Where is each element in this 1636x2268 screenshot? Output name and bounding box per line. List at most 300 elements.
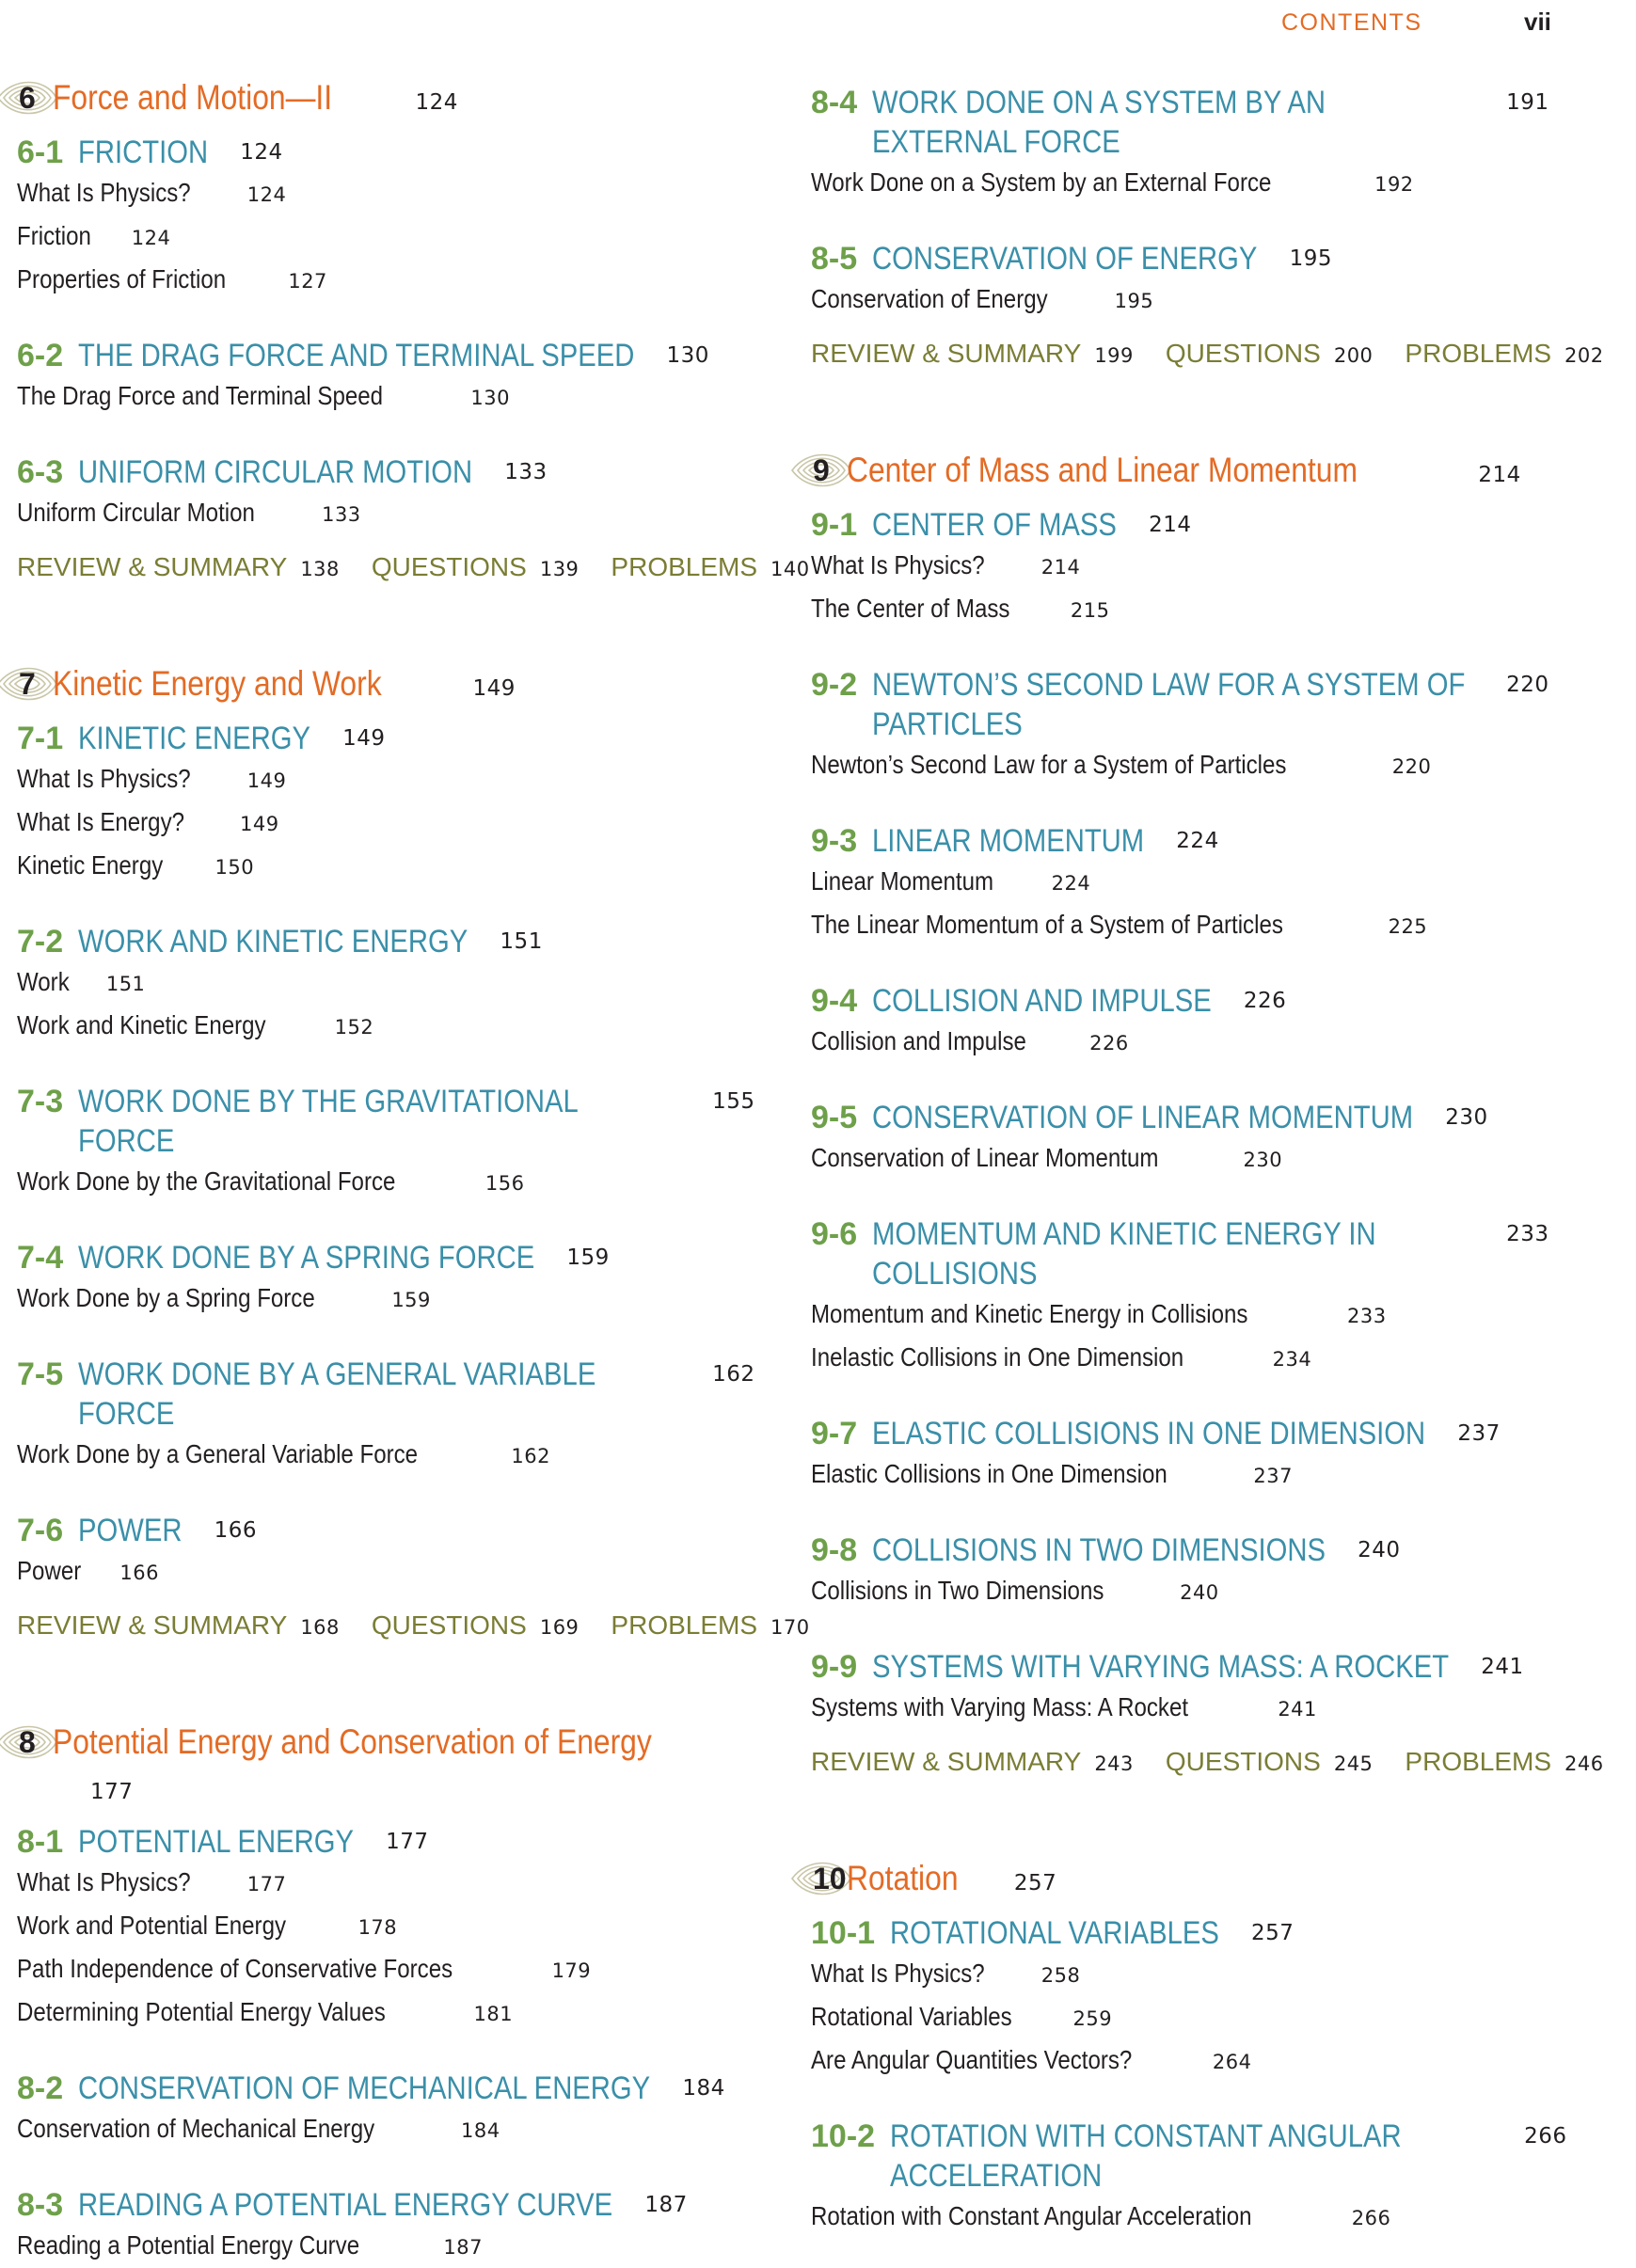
module-title-wrap <box>78 336 634 375</box>
module-number: 8-5 <box>811 241 858 277</box>
module-number: 9-5 <box>811 1100 858 1135</box>
review-item[interactable] <box>811 339 1134 368</box>
module-block <box>811 239 1564 322</box>
module-block <box>811 1531 1564 1613</box>
topic-page: 237 <box>1253 1465 1293 1487</box>
review-page: 200 <box>1333 344 1374 367</box>
topic-page: 149 <box>239 813 279 835</box>
module-number: 7-6 <box>17 1513 64 1548</box>
module-title-wrap <box>890 1913 1219 1953</box>
module-title[interactable] <box>811 2117 1567 2196</box>
topic-page: 220 <box>1391 755 1432 778</box>
module-page: 184 <box>682 2076 725 2101</box>
module-title[interactable] <box>17 1238 770 1277</box>
module-title-wrap <box>872 1414 1425 1453</box>
chapter-block <box>17 1720 770 2268</box>
topic-entry[interactable] <box>17 1005 770 1048</box>
module-page: 133 <box>504 460 548 484</box>
review-item[interactable] <box>17 552 340 581</box>
topic-title: What Is Physics? <box>17 764 191 793</box>
module-block <box>17 1355 770 1477</box>
module-title[interactable] <box>811 1913 1564 1953</box>
module-number: 9-8 <box>811 1532 858 1568</box>
module-page: 230 <box>1445 1105 1488 1130</box>
topic-page: 149 <box>246 769 287 792</box>
topic-page: 152 <box>334 1016 374 1039</box>
module-title-text: NEWTON’S SECOND LAW FOR A SYSTEM OF PARTICLES <box>872 667 1466 742</box>
topic-entry[interactable] <box>811 2039 1564 2083</box>
chapter-block <box>811 448 1604 1783</box>
topic-entry[interactable] <box>17 1434 770 1477</box>
module-title-text: WORK DONE BY A SPRING FORCE <box>78 1240 535 1276</box>
module-page: 155 <box>712 1089 755 1114</box>
module-block <box>811 1098 1564 1181</box>
review-item[interactable] <box>1166 339 1374 368</box>
topic-title: Determining Potential Energy Values <box>17 1997 386 2026</box>
module-block <box>811 83 1564 205</box>
module-title-wrap <box>78 452 472 492</box>
topic-page: 234 <box>1272 1348 1312 1371</box>
topic-entry[interactable] <box>811 545 1564 588</box>
topic-page: 214 <box>1040 556 1081 579</box>
module-page: 224 <box>1176 829 1219 853</box>
topic-entry[interactable] <box>17 845 770 888</box>
topic-page: 127 <box>288 270 327 293</box>
topic-page: 156 <box>484 1172 525 1195</box>
module-page: 266 <box>1524 2124 1567 2149</box>
topic-title: Power <box>17 1556 82 1585</box>
module-page: 233 <box>1506 1222 1549 1246</box>
module-page: 159 <box>566 1245 610 1270</box>
topic-entry[interactable] <box>811 1570 1564 1613</box>
module-block <box>17 452 770 535</box>
chapter-block <box>17 661 810 1646</box>
page-number: vii <box>1524 8 1551 36</box>
module-title[interactable] <box>811 1414 1564 1453</box>
chapter-page: 177 <box>90 1780 134 1804</box>
review-page: 138 <box>300 558 340 580</box>
module-page: 149 <box>342 726 386 751</box>
review-page: 199 <box>1094 344 1134 367</box>
module-title-wrap <box>890 2117 1492 2196</box>
topic-title: What Is Physics? <box>811 1959 985 1988</box>
module-title[interactable] <box>17 452 770 492</box>
module-title-wrap <box>872 239 1257 278</box>
module-page: 237 <box>1457 1421 1501 1446</box>
module-number: 8-4 <box>811 85 858 120</box>
module-title-wrap <box>78 133 208 172</box>
review-label: PROBLEMS <box>611 552 758 581</box>
module-title-text: ROTATIONAL VARIABLES <box>890 1915 1219 1951</box>
review-item[interactable] <box>1405 339 1603 368</box>
module-title-wrap <box>872 1098 1413 1137</box>
topic-entry[interactable] <box>811 1453 1564 1497</box>
module-number: 9-9 <box>811 1649 858 1685</box>
topic-entry[interactable] <box>811 1337 1564 1380</box>
topic-entry[interactable] <box>17 215 770 259</box>
module-title[interactable] <box>811 239 1564 278</box>
topic-title: Work <box>17 967 70 996</box>
module-page: 130 <box>666 343 709 368</box>
module-title-text: POTENTIAL ENERGY <box>78 1824 355 1860</box>
chapter-block <box>811 83 1604 374</box>
module-page: 124 <box>240 140 283 165</box>
topic-entry[interactable] <box>811 744 1564 787</box>
module-title[interactable] <box>17 2069 770 2108</box>
review-line <box>17 548 810 588</box>
module-title[interactable] <box>811 505 1564 545</box>
topic-title: Systems with Varying Mass: A Rocket <box>811 1692 1189 1721</box>
chapter-title[interactable] <box>811 448 1564 498</box>
module-number: 9-6 <box>811 1216 858 1252</box>
review-item[interactable] <box>1166 1747 1374 1776</box>
review-label: REVIEW & SUMMARY <box>811 1747 1082 1776</box>
topic-page: 259 <box>1072 2007 1113 2030</box>
module-page: 187 <box>644 2193 688 2217</box>
review-page: 170 <box>770 1616 810 1639</box>
topic-title: Conservation of Mechanical Energy <box>17 2114 375 2143</box>
topic-entry[interactable] <box>17 375 770 419</box>
topic-page: 241 <box>1278 1698 1317 1721</box>
topic-title: Conservation of Linear Momentum <box>811 1143 1159 1172</box>
module-block <box>811 1414 1564 1497</box>
module-title[interactable] <box>17 1082 770 1161</box>
module-title[interactable] <box>17 719 770 758</box>
module-page: 162 <box>712 1362 755 1387</box>
topic-entry[interactable] <box>811 1021 1564 1064</box>
module-number: 7-5 <box>17 1356 64 1392</box>
topic-page: 192 <box>1374 173 1414 196</box>
topic-page: 225 <box>1388 915 1428 938</box>
module-block <box>17 133 770 302</box>
topic-title: Momentum and Kinetic Energy in Collisions <box>811 1299 1248 1328</box>
topic-title: Linear Momentum <box>811 866 994 896</box>
review-label: REVIEW & SUMMARY <box>811 339 1082 368</box>
module-number: 10-2 <box>811 2118 876 2154</box>
chapter-page: 149 <box>472 676 516 701</box>
topic-entry[interactable] <box>17 1905 770 1948</box>
module-title[interactable] <box>17 1822 770 1862</box>
topic-page: 195 <box>1114 290 1154 312</box>
module-title-text: CONSERVATION OF ENERGY <box>872 241 1258 277</box>
module-block <box>17 1238 770 1321</box>
module-title[interactable] <box>811 981 1564 1021</box>
topic-title: Collisions in Two Dimensions <box>811 1576 1104 1605</box>
module-block <box>17 2069 770 2151</box>
module-title-wrap <box>78 2069 650 2108</box>
topic-title: Rotational Variables <box>811 2002 1012 2031</box>
module-title-wrap <box>872 821 1144 861</box>
module-title-text: CONSERVATION OF LINEAR MOMENTUM <box>872 1100 1414 1135</box>
topic-page: 224 <box>1051 872 1091 895</box>
module-block <box>17 2185 770 2268</box>
review-line <box>811 1743 1604 1783</box>
topic-entry[interactable] <box>17 1277 770 1321</box>
module-number: 7-4 <box>17 1240 64 1276</box>
topic-title: Newton’s Second Law for a System of Particles <box>811 750 1287 779</box>
topic-title: Work Done on a System by an External Force <box>811 167 1272 197</box>
review-page: 246 <box>1565 1753 1604 1775</box>
topic-page: 181 <box>473 2003 514 2025</box>
review-label: PROBLEMS <box>611 1610 758 1640</box>
module-block <box>811 981 1564 1064</box>
module-block <box>17 1822 770 2035</box>
chapter-page: 214 <box>1478 463 1521 487</box>
review-line <box>811 335 1604 374</box>
topic-page: 151 <box>105 973 146 995</box>
topic-entry[interactable] <box>811 904 1564 947</box>
module-title-text: WORK DONE BY THE GRAVITATIONAL FORCE <box>78 1084 578 1159</box>
topic-entry[interactable] <box>17 259 770 302</box>
topic-page: 240 <box>1180 1581 1219 1604</box>
module-title-wrap <box>872 1214 1474 1293</box>
topic-page: 162 <box>511 1445 551 1467</box>
module-title[interactable] <box>811 83 1564 162</box>
chapter-number: 9 <box>813 453 830 487</box>
review-label: REVIEW & SUMMARY <box>17 552 288 581</box>
review-page: 168 <box>300 1616 340 1639</box>
topic-page: 184 <box>461 2119 500 2142</box>
module-title[interactable] <box>811 1531 1564 1570</box>
topic-entry[interactable] <box>811 1996 1564 2039</box>
topic-entry[interactable] <box>17 1161 770 1204</box>
module-title-text: LINEAR MOMENTUM <box>872 823 1145 859</box>
module-number: 9-7 <box>811 1416 858 1451</box>
review-label: QUESTIONS <box>371 552 527 581</box>
topic-page: 179 <box>551 1959 592 1982</box>
chapter-number: 8 <box>19 1725 36 1759</box>
chapter-title[interactable] <box>17 661 770 711</box>
chapter-title[interactable] <box>811 1856 1564 1906</box>
review-item[interactable] <box>1405 1747 1603 1776</box>
module-block <box>811 1214 1564 1380</box>
module-title-wrap <box>78 922 468 961</box>
topic-page: 159 <box>391 1289 431 1311</box>
module-title-wrap <box>872 665 1474 744</box>
module-number: 9-4 <box>811 983 858 1019</box>
module-block <box>811 2117 1567 2239</box>
module-title-wrap <box>872 981 1212 1021</box>
review-item[interactable] <box>611 1610 809 1640</box>
topic-entry[interactable] <box>17 1862 770 1905</box>
chapter-title-text: Force and Motion—II <box>53 78 333 117</box>
module-title-text: ROTATION WITH CONSTANT ANGULAR ACCELERATION <box>890 2118 1402 2194</box>
module-title-text: WORK AND KINETIC ENERGY <box>78 924 469 960</box>
topic-entry[interactable] <box>17 1948 770 1991</box>
chapter-block <box>811 1856 1567 2239</box>
module-title-text: COLLISION AND IMPULSE <box>872 983 1212 1019</box>
module-title-wrap <box>872 1531 1326 1570</box>
module-number: 6-1 <box>17 135 64 170</box>
module-title[interactable] <box>17 922 770 961</box>
topic-page: 178 <box>357 1916 398 1939</box>
topic-page: 124 <box>246 183 287 206</box>
chapter-title-text: Rotation <box>847 1859 959 1897</box>
review-page: 169 <box>539 1616 580 1639</box>
module-title-wrap <box>78 2185 612 2225</box>
review-item[interactable] <box>611 552 809 581</box>
chapter-title[interactable] <box>17 75 770 125</box>
topic-entry[interactable] <box>811 1137 1564 1181</box>
module-title[interactable] <box>17 2185 770 2225</box>
module-number: 8-2 <box>17 2070 64 2106</box>
module-block <box>17 336 770 419</box>
topic-entry[interactable] <box>811 2196 1564 2239</box>
review-item[interactable] <box>372 552 580 581</box>
module-title-text: WORK DONE ON A SYSTEM BY AN EXTERNAL FORCE <box>872 85 1326 160</box>
module-title[interactable] <box>17 1355 770 1434</box>
topic-title: What Is Physics? <box>17 1867 191 1896</box>
review-page: 243 <box>1094 1753 1134 1775</box>
chapter-number: 6 <box>19 81 36 115</box>
chapter-title-text: Kinetic Energy and Work <box>53 664 382 703</box>
topic-entry[interactable] <box>811 278 1564 322</box>
module-title-wrap <box>872 505 1117 545</box>
module-page: 151 <box>500 929 543 954</box>
topic-title: Work Done by the Gravitational Force <box>17 1166 396 1196</box>
topic-page: 124 <box>131 227 171 249</box>
module-page: 191 <box>1506 90 1549 115</box>
topic-title: Work Done by a General Variable Force <box>17 1439 419 1468</box>
module-title-wrap <box>78 1822 354 1862</box>
topic-entry[interactable] <box>17 2108 770 2151</box>
topic-title: Kinetic Energy <box>17 850 164 880</box>
module-block <box>17 719 770 888</box>
review-page: 245 <box>1333 1753 1374 1775</box>
module-block <box>811 1913 1564 2083</box>
review-line <box>17 1607 810 1646</box>
review-label: QUESTIONS <box>1165 339 1321 368</box>
module-title[interactable] <box>17 133 770 172</box>
review-label: PROBLEMS <box>1405 1747 1552 1776</box>
module-title-wrap <box>78 1511 182 1550</box>
review-item[interactable] <box>811 1747 1134 1776</box>
topic-page: 215 <box>1070 599 1110 622</box>
module-block <box>811 665 1564 787</box>
chapter-number: 10 <box>813 1862 847 1895</box>
module-page: 226 <box>1243 989 1287 1013</box>
module-title[interactable] <box>811 821 1564 861</box>
module-title-wrap <box>78 1082 680 1161</box>
topic-title: Work Done by a Spring Force <box>17 1283 315 1312</box>
module-title[interactable] <box>811 665 1564 744</box>
module-title[interactable] <box>17 336 770 375</box>
topic-title: Path Independence of Conservative Forces <box>17 1954 453 1983</box>
module-block <box>811 1647 1564 1730</box>
module-title-text: ELASTIC COLLISIONS IN ONE DIMENSION <box>872 1416 1426 1451</box>
module-number: 8-1 <box>17 1824 64 1860</box>
topic-page: 130 <box>470 387 510 409</box>
topic-page: 226 <box>1089 1032 1129 1055</box>
chapter-page: 257 <box>1013 1871 1057 1895</box>
topic-entry[interactable] <box>17 801 770 845</box>
module-title[interactable] <box>811 1214 1564 1293</box>
module-title[interactable] <box>811 1098 1564 1137</box>
topic-entry[interactable] <box>17 1991 770 2035</box>
module-title-text: KINETIC ENERGY <box>78 721 311 756</box>
module-block <box>811 505 1564 631</box>
topic-title: Uniform Circular Motion <box>17 498 255 527</box>
topic-title: What Is Physics? <box>811 550 985 579</box>
module-number: 6-3 <box>17 454 64 490</box>
module-title-text: WORK DONE BY A GENERAL VARIABLE FORCE <box>78 1356 596 1432</box>
module-title[interactable] <box>811 1647 1564 1687</box>
topic-page: 233 <box>1347 1305 1387 1327</box>
module-number: 8-3 <box>17 2187 64 2223</box>
module-title-text: COLLISIONS IN TWO DIMENSIONS <box>872 1532 1326 1568</box>
module-title-wrap <box>78 719 310 758</box>
topic-entry[interactable] <box>17 2225 770 2268</box>
topic-page: 133 <box>322 503 361 526</box>
review-page: 139 <box>539 558 580 580</box>
topic-page: 266 <box>1351 2207 1391 2229</box>
module-page: 220 <box>1506 673 1549 697</box>
topic-entry[interactable] <box>811 1293 1564 1337</box>
review-item[interactable] <box>372 1610 580 1640</box>
topic-entry[interactable] <box>811 588 1564 631</box>
review-label: PROBLEMS <box>1405 339 1552 368</box>
module-block <box>17 1511 770 1594</box>
topic-entry[interactable] <box>811 1687 1564 1730</box>
topic-page: 264 <box>1212 2051 1252 2073</box>
topic-entry[interactable] <box>811 861 1564 904</box>
module-number: 7-1 <box>17 721 64 756</box>
topic-title: Work and Potential Energy <box>17 1911 287 1940</box>
review-page: 140 <box>770 558 810 580</box>
module-title-text: THE DRAG FORCE AND TERMINAL SPEED <box>78 338 635 373</box>
module-page: 241 <box>1481 1655 1524 1679</box>
module-page: 240 <box>1358 1538 1401 1562</box>
topic-entry[interactable] <box>17 492 770 535</box>
topic-entry[interactable] <box>17 758 770 801</box>
topic-entry[interactable] <box>17 1550 770 1594</box>
chapter-title-text: Potential Energy and Conservation of Energy <box>53 1722 652 1761</box>
topic-title: Elastic Collisions in One Dimension <box>811 1459 1167 1488</box>
module-title-wrap <box>872 1647 1449 1687</box>
review-label: REVIEW & SUMMARY <box>17 1610 288 1640</box>
module-block <box>17 922 770 1048</box>
module-page: 166 <box>214 1518 258 1543</box>
module-title[interactable] <box>17 1511 770 1550</box>
module-number: 6-2 <box>17 338 64 373</box>
toc-column-left <box>17 75 810 2268</box>
topic-title: The Linear Momentum of a System of Particles <box>811 910 1283 939</box>
topic-title: Friction <box>17 221 91 250</box>
chapter-number: 7 <box>19 667 36 701</box>
review-item[interactable] <box>17 1610 340 1640</box>
topic-entry[interactable] <box>17 172 770 215</box>
topic-entry[interactable] <box>811 162 1564 205</box>
topic-title: Are Angular Quantities Vectors? <box>811 2045 1133 2074</box>
topic-page: 230 <box>1243 1149 1283 1171</box>
module-number: 9-3 <box>811 823 858 859</box>
module-page: 214 <box>1149 513 1192 537</box>
topic-entry[interactable] <box>811 1953 1564 1996</box>
topic-page: 166 <box>119 1562 159 1584</box>
module-title-text: MOMENTUM AND KINETIC ENERGY IN COLLISIONS <box>872 1216 1376 1292</box>
chapter-title[interactable] <box>17 1720 770 1815</box>
module-title-text: UNIFORM CIRCULAR MOTION <box>78 454 473 490</box>
topic-title: Rotation with Constant Angular Acceleration <box>811 2201 1252 2230</box>
review-page: 202 <box>1565 344 1604 367</box>
topic-title: Inelastic Collisions in One Dimension <box>811 1342 1184 1372</box>
topic-title: Work and Kinetic Energy <box>17 1010 266 1039</box>
topic-page: 150 <box>214 856 255 879</box>
topic-title: The Drag Force and Terminal Speed <box>17 381 384 410</box>
toc-column-right <box>811 75 1604 2239</box>
topic-entry[interactable] <box>17 961 770 1005</box>
topic-title: Conservation of Energy <box>811 284 1048 313</box>
